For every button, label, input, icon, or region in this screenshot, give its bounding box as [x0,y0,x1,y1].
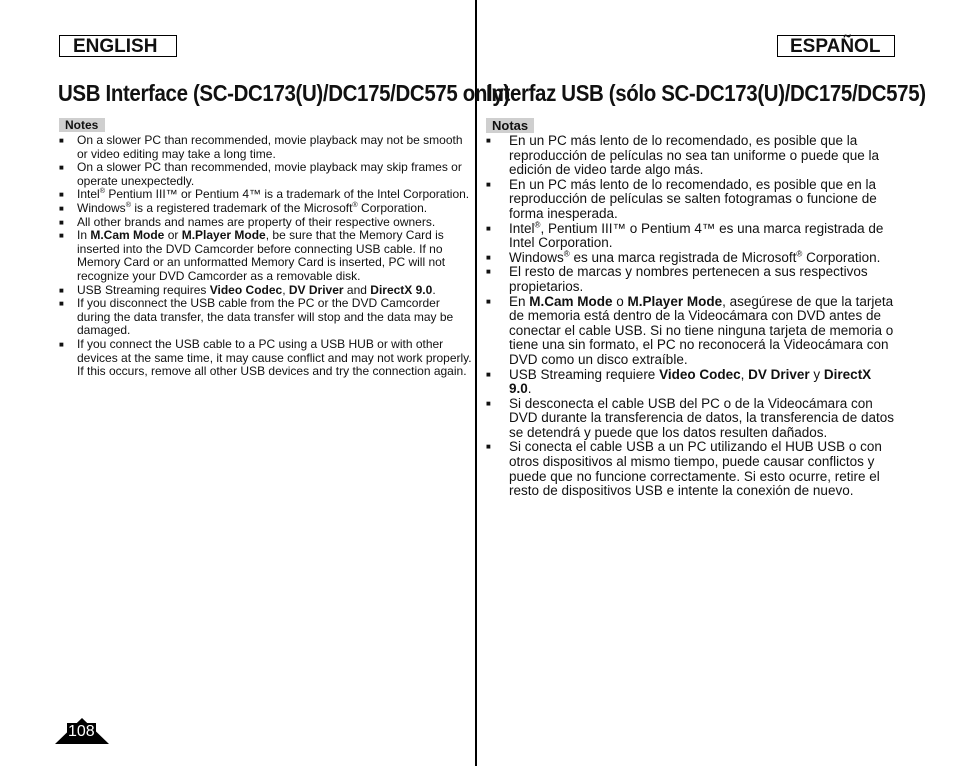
list-item [59,338,474,379]
text-run: El resto de marcas y nombres pertenecen a sus respectivos propietarios. [509,264,868,294]
square-bullet-icon: ■ [486,267,491,277]
square-bullet-icon: ■ [486,398,491,408]
text-run: USB Streaming requires [77,282,210,297]
text-run: En un PC más lento de lo recomendado, es posible que en la reproducción de películas se salten fotogramas o funcione de forma inesperada. [509,176,877,221]
superscript-mark: ® [352,199,358,209]
text-run: Pentium III™ or Pentium 4™ is a trademark of the Intel Corporation. [104,187,470,202]
square-bullet-icon: ■ [59,285,64,295]
page-number: 108 [68,723,95,740]
emphasis-text: DirectX 9.0 [509,366,872,397]
list-item [486,368,896,397]
text-run: Si conecta el cable USB a un PC utilizando el HUB USB o con otros dispositivos al mismo tiempo, puede causar conflictos y puede que no funcione correctamente. Si esto ocurre, retire el resto de dispositivos USB e intente la conexión de nuevo. [509,439,882,499]
superscript-mark: ® [99,186,105,196]
superscript-mark: ® [563,249,570,259]
emphasis-text: M.Cam Mode [529,293,613,309]
square-bullet-icon: ■ [486,136,491,145]
text-run: es una marca registrada de Microsoft [569,249,797,265]
list-item [59,229,474,283]
text-run: or [164,228,182,243]
square-bullet-icon: ■ [59,339,64,349]
list-item [59,199,474,216]
text-run: . [432,282,436,297]
text-run: All other brands and names are property of their respective owners. [77,214,436,229]
text-run: Intel [77,187,100,202]
text-run: En un PC más lento de lo recomendado, es posible que la reproducción de películas no sea tan uniforme o puede que la edición de video tarde algo más. [509,133,880,178]
text-run: USB Streaming requiere [509,366,660,382]
emphasis-text: Video Codec [659,366,741,382]
list-item [59,216,474,230]
square-bullet-icon: ■ [59,203,64,213]
emphasis-text: M.Player Mode [181,228,266,243]
notes-heading-english: Notes [59,118,105,132]
square-bullet-icon: ■ [486,296,491,306]
square-bullet-icon: ■ [59,190,64,200]
text-run: and [343,282,371,297]
page-title-spanish: Interfaz USB (sólo SC-DC173(U)/DC175/DC575) [486,80,926,106]
language-label-spanish: ESPAÑOL [777,35,895,57]
text-run: y [809,366,824,382]
list-item [59,297,474,338]
text-run: On a slower PC than recommended, movie playback may skip frames or operate unexpectedly. [77,160,462,188]
list-item [486,440,896,498]
square-bullet-icon: ■ [59,136,64,145]
page-number-badge [55,718,109,744]
text-run: is a registered trademark of the Microsoft [130,200,353,215]
list-item [486,295,896,368]
text-run: o [612,293,628,309]
square-bullet-icon: ■ [486,369,491,379]
square-bullet-icon: ■ [59,217,64,227]
text-run: Si desconecta el cable USB del PC o de la Videocámara con DVD durante la transferencia de datos, la transferencia de datos se detendrá y puede que los datos resulten dañados. [509,395,894,440]
language-label-english: ENGLISH [59,35,177,57]
page-title-english: USB Interface (SC-DC173(U)/DC175/DC575 only) [58,80,510,106]
text-run: En [509,293,530,309]
square-bullet-icon: ■ [486,442,491,452]
list-item [59,134,474,161]
square-bullet-icon: ■ [59,163,64,173]
notes-heading-spanish: Notas [486,118,534,133]
text-run: If you disconnect the USB cable from the PC or the DVD Camcorder during the data transfer, the data transfer will stop and the data may be damaged. [77,296,454,338]
text-run: , [282,282,289,297]
emphasis-text: M.Cam Mode [90,228,165,243]
square-bullet-icon: ■ [59,231,64,241]
text-run: , be sure that the Memory Card is inserted into the DVD Camcorder before connecting USB cable. If no Memory Card or an unformatted Memory Card is inserted, PC will not recognize your DVD Camcorder as a removable disk. [77,228,446,283]
list-item [486,265,896,294]
list-item [59,188,474,202]
text-run: , asegúrese de que la tarjeta de memoria está dentro de la Videocámara con DVD antes de conectar el cable USB. Si no tiene ninguna tarjeta de memoria o tiene una sin formato, el PC no reconocerá la Videocámara con DVD como un disco extraíble. [509,293,894,367]
emphasis-text: DV Driver [288,282,344,297]
square-bullet-icon: ■ [59,299,64,309]
list-item [486,397,896,441]
list-item [59,284,474,298]
text-run: Corporation. [802,249,881,265]
list-item [486,134,896,178]
text-run: Corporation. [357,200,428,215]
square-bullet-icon: ■ [486,252,491,262]
superscript-mark: ® [534,220,541,230]
list-item [486,222,896,251]
list-item [59,161,474,188]
superscript-mark: ® [796,249,803,259]
square-bullet-icon: ■ [486,223,491,233]
text-run: , Pentium III™ o Pentium 4™ es una marca registrada de Intel Corporation. [509,220,884,251]
emphasis-text: M.Player Mode [627,293,723,309]
text-run: , [740,366,749,382]
text-run: In [77,228,91,243]
emphasis-text: Video Codec [209,282,283,297]
emphasis-text: DV Driver [748,366,810,382]
text-run: Windows [77,200,126,215]
superscript-mark: ® [125,199,131,209]
text-run: Intel [509,220,535,236]
notes-list-english [59,134,474,379]
text-run: Windows [509,249,564,265]
notes-list-spanish [486,134,896,499]
text-run: . [527,381,532,397]
text-run: If you connect the USB cable to a PC using a USB HUB or with other devices at the same time, it may cause conflict and may not work properly. If this occurs, remove all other USB devices and try the connection again. [77,336,472,379]
list-item [486,178,896,222]
list-item [486,251,896,266]
square-bullet-icon: ■ [486,179,491,189]
text-run: On a slower PC than recommended, movie playback may not be smooth or video editing may take a long time. [77,133,463,161]
emphasis-text: DirectX 9.0 [370,282,433,297]
column-divider [475,0,477,766]
